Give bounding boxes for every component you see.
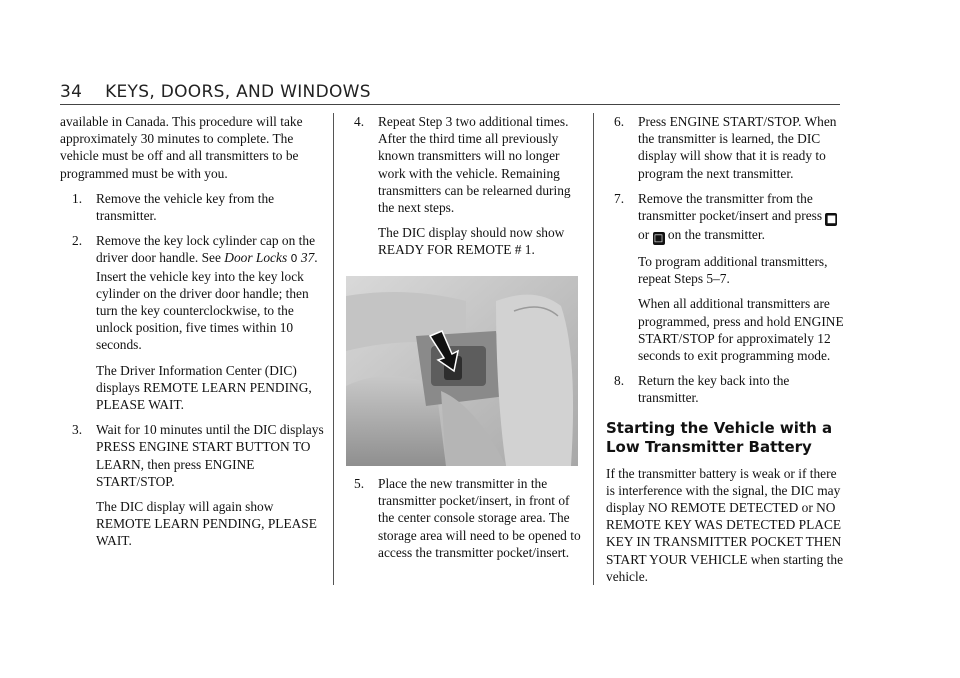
header-rule [60,104,840,105]
step-number: 1. [72,190,83,206]
door-locks-link[interactable]: Door Locks [224,250,288,266]
right-seat-shape [496,295,573,466]
unlock-icon: □ [653,233,664,245]
column-divider-right [593,113,594,585]
lock-icon: ■ [826,214,837,226]
step-2 [72,232,325,353]
step-text: Wait for 10 minutes until the DIC displays PRESS ENGINE START BUTTON TO LEARN, then press ENGINE START/STOP. [96,422,324,489]
console-photo [346,276,578,466]
step-text: Remove the vehicle key from the transmitter. [96,190,275,224]
step-text: Place the new transmitter in the transmitter pocket/insert, in front of the center console storage area. The storage area will need to be opened to access the transmitter pocket/insert. [378,476,581,560]
step-text-part: Remove the key lock cylinder cap on the driver door handle. See [96,233,316,266]
xref-page-number[interactable]: 37 [300,250,315,266]
step-4 [354,113,581,216]
column-3 [606,113,846,585]
step-1 [72,190,325,224]
step-number: 8. [614,373,625,389]
step-7-note-2: When all additional transmitters are programmed, press and hold ENGINE START/STOP for approximately 12 seconds to exit programming mode. [638,296,844,364]
step-number: 7. [614,190,625,206]
step-8 [614,372,846,406]
section-title: KEYS, DOORS, AND WINDOWS [105,82,371,102]
step-text-part: or [638,227,650,243]
intro-paragraph: available in Canada. This procedure will take approximately 30 minutes to complete. The vehicle must be off and all transmitters to be programmed must be with you. [60,114,303,181]
step-7 [614,190,846,245]
step-3-note: The DIC display will again show REMOTE LEARN PENDING, PLEASE WAIT. [96,499,317,549]
step-text: Repeat Step 3 two additional times. After the third time all previously known transmitters will no longer work with the vehicle. Remaining transmitters can be relearned during the next steps. [378,114,571,216]
step-number: 5. [354,476,365,491]
step-text: Return the key back into the transmitter. [638,373,790,406]
step-text: Press ENGINE START/STOP. When the transmitter is learned, the DIC display will show that it is ready to program the next transmitter. [638,114,837,181]
column-divider-left [333,113,334,585]
step-number: 4. [354,114,365,129]
step-text [96,232,325,353]
step-3 [72,421,325,490]
step-6 [614,113,846,182]
step-text-part: on the transmitter. [667,227,765,243]
column-1 [60,113,325,550]
step-5 [354,475,581,561]
step-number: 3. [72,422,83,438]
step-text-part: . Insert the vehicle key into the key lock cylinder on the driver door handle; then turn the key counterclockwise, to the unlock position, five times within 10 seconds. [96,250,318,353]
page-header [60,82,840,102]
body-paragraph: If the transmitter battery is weak or if there is interference with the signal, the DIC may display NO REMOTE DETECTED or NO REMOTE KEY WAS DETECTED PLACE KEY IN TRANSMITTER POCKET THEN START YOUR VEHICLE when starting the vehicle. [606,465,844,584]
column-2 [346,113,581,259]
column-2-lower [346,475,581,561]
step-number: 6. [614,114,625,129]
page-reference-arrow-icon: 0 [290,252,298,266]
section-heading: Starting the Vehicle with a Low Transmitter Battery [606,418,833,456]
step-text-part: Remove the transmitter from the transmitter pocket/insert and press [638,190,823,224]
step-4-note: The DIC display should now show READY FOR REMOTE # 1. [378,225,565,258]
step-7-note-1: To program additional transmitters, repeat Steps 5–7. [638,254,828,287]
step-text [638,190,846,245]
step-2-note: The Driver Information Center (DIC) displays REMOTE LEARN PENDING, PLEASE WAIT. [96,362,312,413]
step-number: 2. [72,233,83,249]
page-number: 34 [60,82,83,102]
